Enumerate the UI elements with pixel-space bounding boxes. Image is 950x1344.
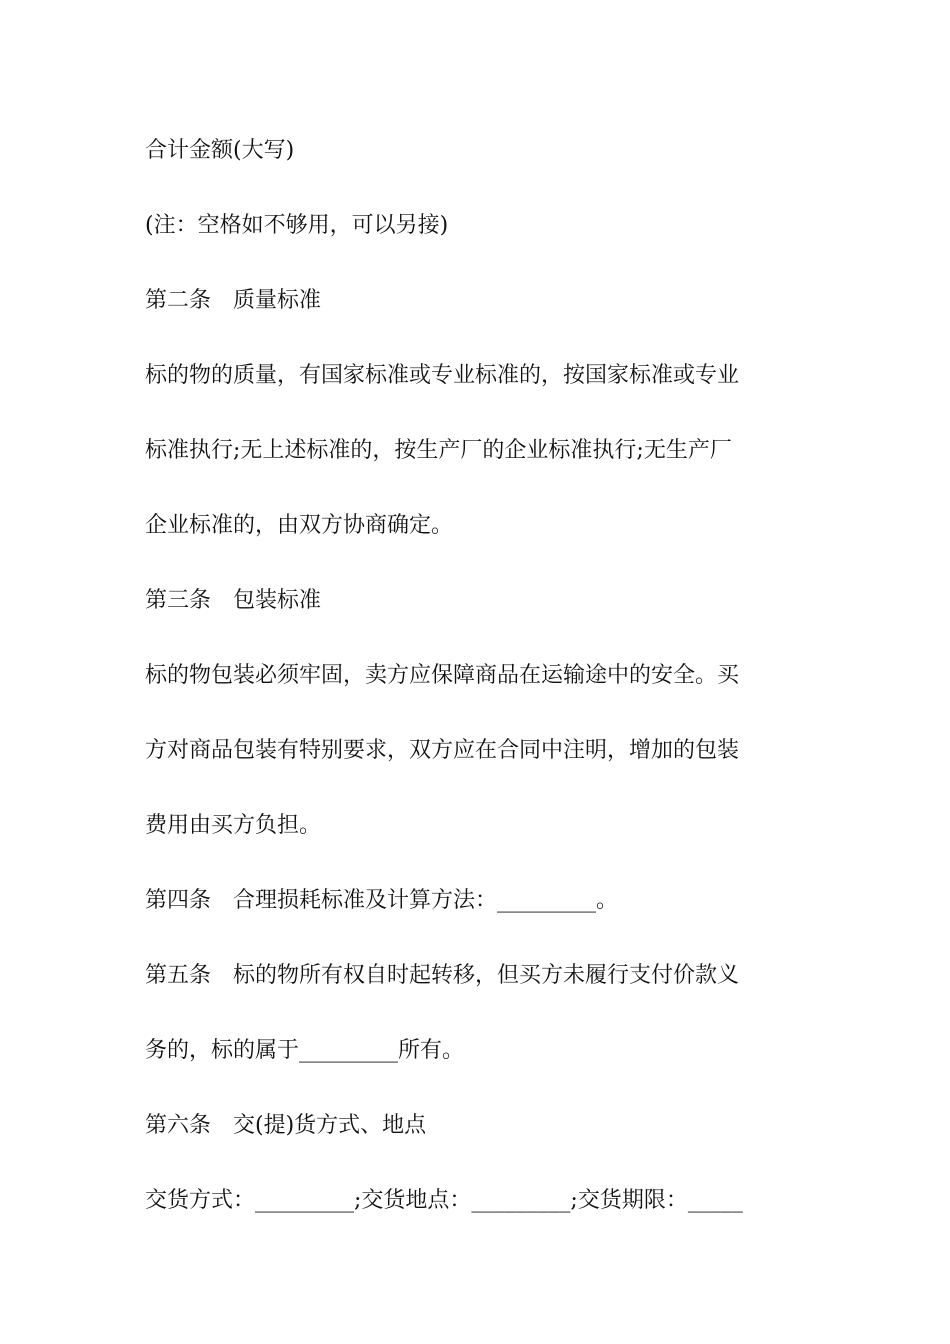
article-2-paragraph-line-3 [145,495,815,570]
article-3-paragraph-line-1 [145,645,815,720]
line-text: 第二条 质量标准 [145,288,322,313]
line-text: 合计金额(大写) [145,138,295,163]
line-text: 务的，标的属于_________所有。 [145,1038,465,1063]
delivery-terms-line [145,1170,815,1245]
article-3-paragraph-line-3 [145,795,815,870]
line-text: 标准执行;无上述标准的，按生产厂的企业标准执行;无生产厂 [145,438,732,463]
total-amount-line [145,120,815,195]
document-body [145,120,815,1245]
note-line [145,195,815,270]
line-text: (注：空格如不够用，可以另接) [145,213,449,238]
article-4-line [145,870,815,945]
article-2-heading [145,270,815,345]
article-3-heading [145,570,815,645]
article-5-line-1 [145,945,815,1020]
article-5-line-2 [145,1020,815,1095]
article-2-paragraph-line-1 [145,345,815,420]
line-text: 方对商品包装有特别要求，双方应在合同中注明，增加的包装 [145,738,740,763]
line-text: 标的物包装必须牢固，卖方应保障商品在运输途中的安全。买 [145,663,740,688]
line-text: 第六条 交(提)货方式、地点 [145,1113,427,1138]
article-2-paragraph-line-2 [145,420,815,495]
line-text: 第五条 标的物所有权自时起转移，但买方未履行支付价款义 [145,963,740,988]
article-6-heading [145,1095,815,1170]
article-3-paragraph-line-2 [145,720,815,795]
line-text: 费用由买方负担。 [145,813,322,838]
line-text: 交货方式：_________;交货地点：_________;交货期限：_____ [145,1188,743,1213]
line-text: 第三条 包装标准 [145,588,322,613]
line-text: 企业标准的，由双方协商确定。 [145,513,454,538]
line-text: 第四条 合理损耗标准及计算方法：_________。 [145,888,619,913]
line-text: 标的物的质量，有国家标准或专业标准的，按国家标准或专业 [145,363,740,388]
